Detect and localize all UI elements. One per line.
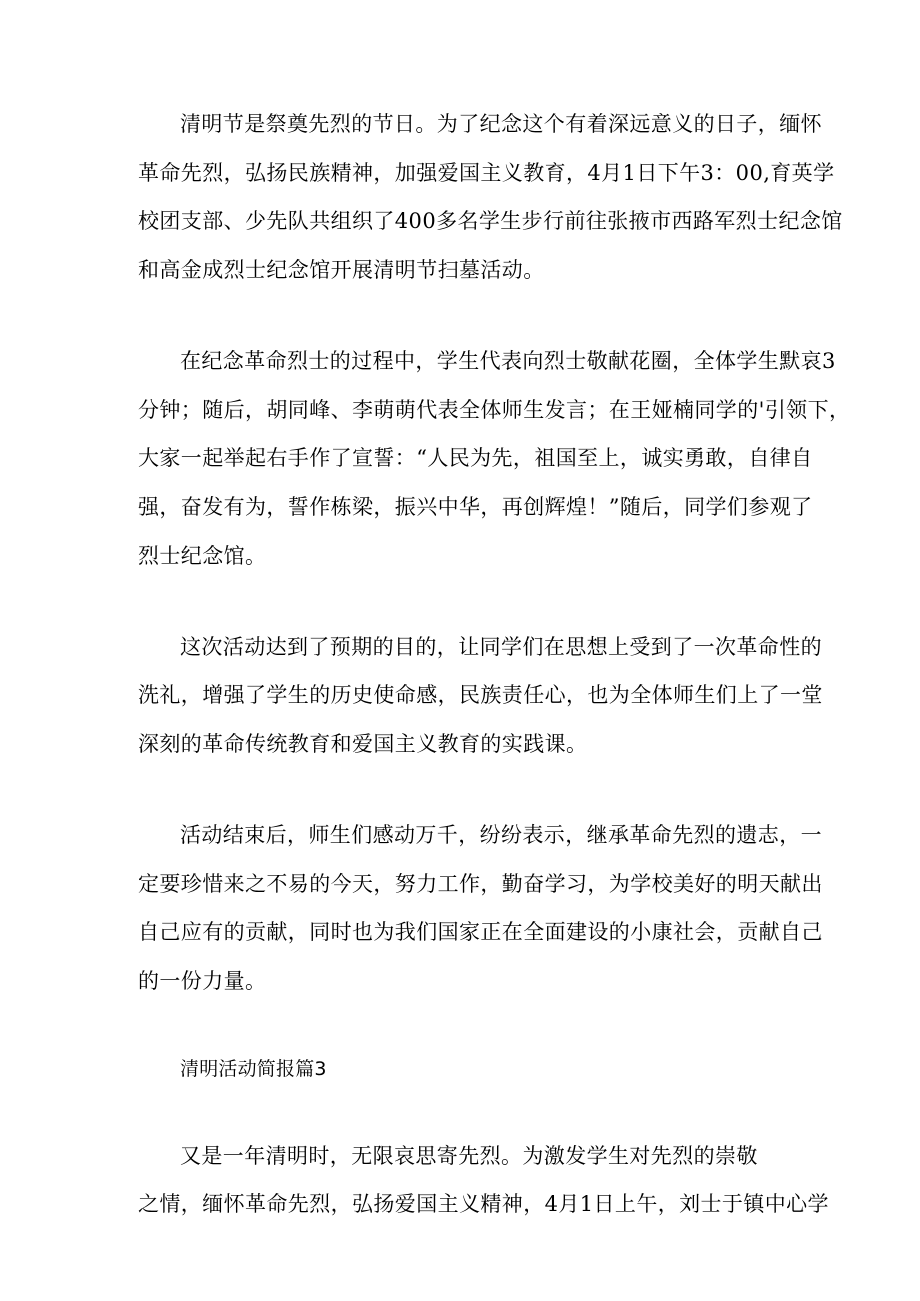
paragraph-2-line-1: 在纪念革命烈士的过程中，学生代表向烈士敬献花圈，全体学生默哀3 [180,349,836,373]
paragraph-5-line-1: 又是一年清明时，无限哀思寄先烈。为激发学生对先烈的崇敬 [180,1144,758,1168]
paragraph-2-line-3: 大家一起举起右手作了宣誓：“人民为先，祖国至上，诚实勇敢，自律自 [138,446,813,470]
paragraph-2-line-4: 强，奋发有为，誓作栋梁，振兴中华，再创辉煌！”随后，同学们参观了 [138,495,813,519]
section-heading: 清明活动简报篇3 [180,1058,327,1080]
paragraph-2-line-5: 烈士纪念馆。 [138,544,267,568]
paragraph-3-line-2: 洗礼，增强了学生的历史使命感，民族责任心，也为全体师生们上了一堂 [138,683,823,707]
paragraph-4-line-2: 定要珍惜来之不易的今天，努力工作，勤奋学习，为学校美好的明天献出 [138,872,823,896]
paragraph-5-line-2: 之情，缅怀革命先烈，弘扬爱国主义精神，4月1日上午，刘士于镇中心学 [138,1192,829,1216]
paragraph-1-line-4: 和高金成烈士纪念馆开展清明节扫墓活动。 [138,258,545,282]
paragraph-1-line-3: 校团支部、少先队共组织了400多名学生步行前往张掖市西路军烈士纪念馆 [138,209,843,233]
paragraph-3-line-1: 这次活动达到了预期的目的，让同学们在思想上受到了一次革命性的 [180,635,822,659]
paragraph-2-line-2: 分钟；随后，胡同峰、李萌萌代表全体师生发言；在王娅楠同学的'引领下， [138,398,851,422]
paragraph-1-line-1: 清明节是祭奠先烈的节日。为了纪念这个有着深远意义的日子，缅怀 [180,112,822,136]
paragraph-4-line-1: 活动结束后，师生们感动万千，纷纷表示，继承革命先烈的遗志，一 [180,823,822,847]
paragraph-3-line-3: 深刻的革命传统教育和爱国主义教育的实践课。 [138,732,588,756]
paragraph-4-line-4: 的一份力量。 [138,969,267,993]
paragraph-4-line-3: 自己应有的贡献，同时也为我们国家正在全面建设的小康社会，贡献自己 [138,920,823,944]
paragraph-1-line-2: 革命先烈，弘扬民族精神，加强爱国主义教育，4月1日下午3：00,育英学 [138,161,835,185]
